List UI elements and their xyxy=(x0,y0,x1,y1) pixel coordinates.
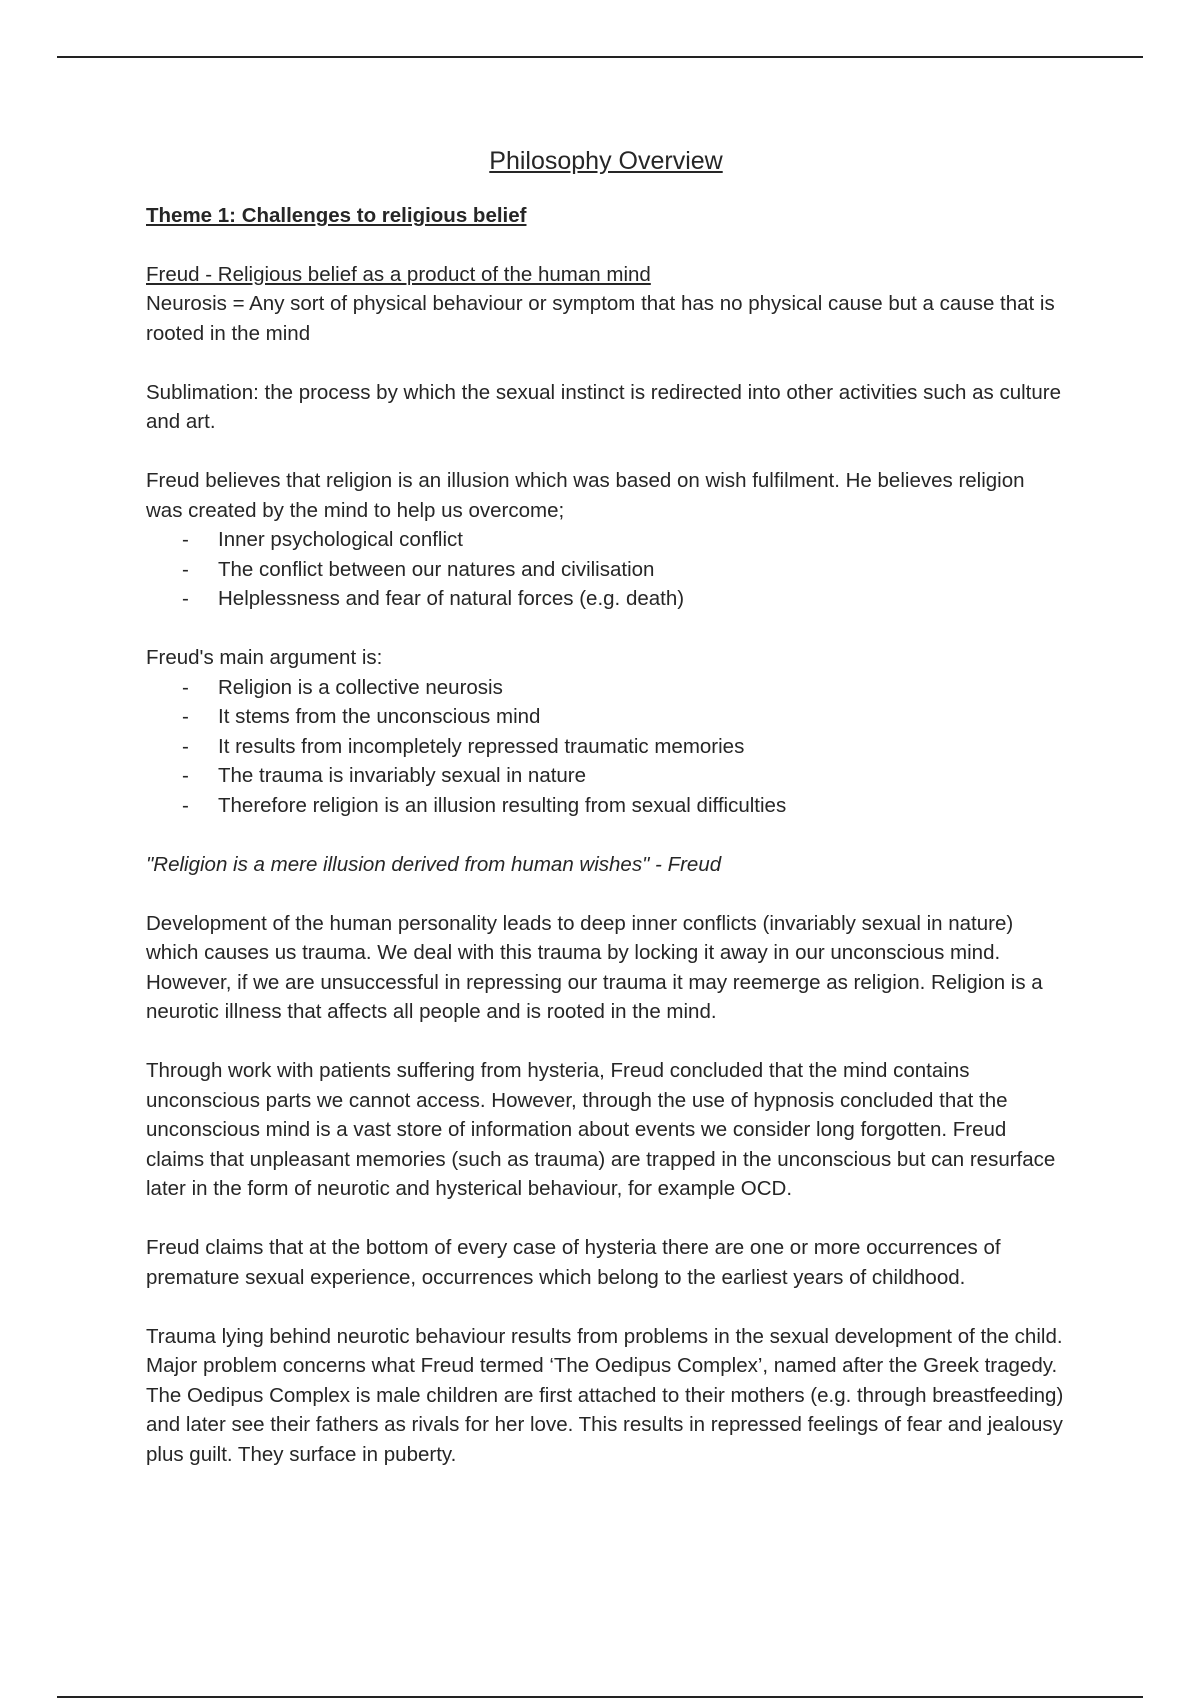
paragraph-bottom-of-hysteria: Freud claims that at the bottom of every case of hysteria there are one or more occurrences of premature sexual experience, occurrences which belong to the earliest years of childhood. xyxy=(146,1236,1001,1289)
bullet-dash: - xyxy=(182,528,189,551)
list-item xyxy=(146,732,1066,762)
paragraph-oedipus: Trauma lying behind neurotic behaviour results from problems in the sexual development of the child. Major problem concerns what Freud termed ‘The Oedipus Complex’, named after the Greek tragedy. The Oedipus Complex is male children are first attached to their mothers (e.g. through breastfeeding) and later see their fathers as rivals for her love. This results in repressed feelings of fear and jealousy plus guilt. They surface in puberty. xyxy=(146,1324,1064,1466)
list-item xyxy=(146,673,1066,703)
list-item-text: It results from incompletely repressed traumatic memories xyxy=(218,734,745,758)
theme-heading: Theme 1: Challenges to religious belief xyxy=(146,204,527,227)
list-item xyxy=(146,761,1066,791)
paragraph-development: Development of the human personality leads to deep inner conflicts (invariably sexual in nature) which causes us trauma. We deal with this trauma by locking it away in our unconscious mind. However, if we are unsuccessful in repressing our trauma it may reemerge as religion. Religion is a neurotic illness that affects all people and is rooted in the mind. xyxy=(146,911,1043,1023)
bullet-dash: - xyxy=(182,675,189,699)
list-item xyxy=(146,791,1066,821)
bottom-rule xyxy=(57,1696,1143,1698)
list-item xyxy=(146,525,1066,555)
argument-list xyxy=(146,673,1066,821)
freud-quote: "Religion is a mere illusion derived from human wishes" - Freud xyxy=(146,852,722,876)
bullet-dash: - xyxy=(182,587,189,610)
document-title: Philosophy Overview xyxy=(489,147,723,175)
list-item xyxy=(146,584,1066,614)
top-rule xyxy=(57,56,1143,58)
list-item-text: Therefore religion is an illusion resulting from sexual difficulties xyxy=(218,793,787,817)
paragraph-hysteria: Through work with patients suffering from hysteria, Freud concluded that the mind contains unconscious parts we cannot access. However, through the use of hypnosis concluded that the unconscious mind is a vast store of information about events we consider long forgotten. Freud claims that unpleasant memories (such as trauma) are trapped in the unconscious but can resurface later in the form of neurotic and hysterical behaviour, for example OCD. xyxy=(146,1059,1056,1200)
list-item xyxy=(146,555,1066,585)
list-item xyxy=(146,702,1066,732)
bullet-dash: - xyxy=(182,557,189,581)
document-body xyxy=(146,143,1066,1499)
bullet-dash: - xyxy=(182,734,189,758)
argument-intro: Freud's main argument is: xyxy=(146,646,383,669)
illusion-intro: Freud believes that religion is an illusion which was based on wish fulfilment. He believes religion was created by the mind to help us overcome; xyxy=(146,469,1025,522)
overcome-list xyxy=(146,525,1066,614)
neurosis-definition: Neurosis = Any sort of physical behaviour or symptom that has no physical cause but a cause that is rooted in the mind xyxy=(146,292,1055,345)
list-item-text: It stems from the unconscious mind xyxy=(218,705,541,728)
bullet-dash: - xyxy=(182,705,189,728)
list-item-text: Helplessness and fear of natural forces (e.g. death) xyxy=(218,587,685,610)
sublimation-definition: Sublimation: the process by which the sexual instinct is redirected into other activities such as culture and art. xyxy=(146,380,1061,433)
section-heading: Freud - Religious belief as a product of the human mind xyxy=(146,262,651,286)
list-item-text: Religion is a collective neurosis xyxy=(218,675,503,699)
bullet-dash: - xyxy=(182,793,189,817)
bullet-dash: - xyxy=(182,764,189,787)
list-item-text: Inner psychological conflict xyxy=(218,528,463,551)
list-item-text: The conflict between our natures and civilisation xyxy=(218,557,655,581)
list-item-text: The trauma is invariably sexual in nature xyxy=(218,764,587,787)
